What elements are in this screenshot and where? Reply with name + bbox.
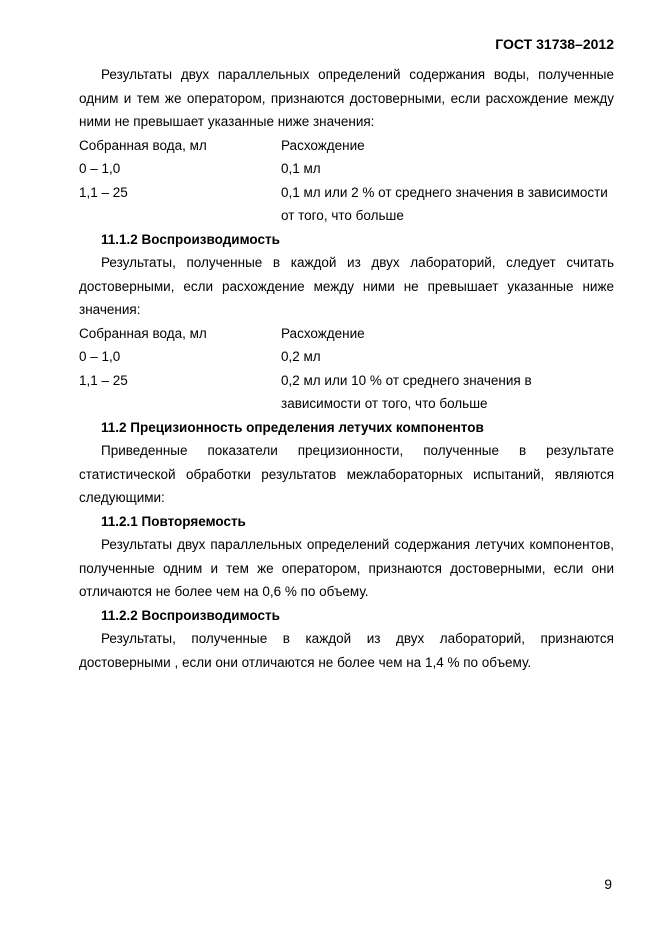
table-cell-range: 0 – 1,0 <box>79 161 121 176</box>
table-cell-discrepancy: 0,1 мл или 2 % от среднего значения в зависимости от того, что больше <box>281 184 608 223</box>
page-content <box>79 63 614 674</box>
table-cell-discrepancy: 0,1 мл <box>281 161 321 176</box>
heading-11-2-1: 11.2.1 Повторяемость <box>101 513 246 529</box>
table-row <box>79 345 614 369</box>
table-cell-range: 0 – 1,0 <box>79 349 121 364</box>
paragraph-11-1-2: Результаты, полученные в каждой из двух лабораторий, следует считать достоверными, если расхождение между ними не превышает указанные ниже значения: <box>79 255 614 317</box>
heading-11-2-2: 11.2.2 Воспроизводимость <box>101 607 280 623</box>
column-header-collected-water: Собранная вода, мл <box>79 325 207 341</box>
table-header-row <box>79 322 614 346</box>
paragraph-11-2-2: Результаты, полученные в каждой из двух лабораторий, признаются достоверными , если они отличаются не более чем на 1,4 % по объему. <box>79 631 614 670</box>
table-row <box>79 181 614 228</box>
paragraph-11-2: Приведенные показатели прецизионности, полученные в результате статистической обработки результатов межлабораторных испытаний, являются следующими: <box>79 443 614 505</box>
table-cell-range: 1,1 – 25 <box>79 184 128 200</box>
standard-header: ГОСТ 31738–2012 <box>495 36 614 52</box>
table-row <box>79 369 614 416</box>
heading-11-1-2: 11.1.2 Воспроизводимость <box>101 231 280 247</box>
table-11-1-1 <box>79 134 614 228</box>
table-row <box>79 157 614 181</box>
paragraph-11-2-1: Результаты двух параллельных определений содержания летучих компонентов, полученные одним и тем же оператором, признаются достоверными, если они отличаются не более чем на 0,6 % по объему. <box>79 537 614 599</box>
table-11-1-2 <box>79 322 614 416</box>
page-number: 9 <box>604 876 612 892</box>
column-header-discrepancy: Расхождение <box>281 137 365 153</box>
table-cell-discrepancy: 0,2 мл <box>281 349 321 364</box>
table-header-row <box>79 134 614 158</box>
paragraph-11-1-1: Результаты двух параллельных определений содержания воды, полученные одним и тем же оператором, признаются достоверными, если расхождение между ними не превышает указанные ниже значения: <box>79 67 614 129</box>
column-header-discrepancy: Расхождение <box>281 325 365 341</box>
table-cell-discrepancy: 0,2 мл или 10 % от среднего значения в зависимости от того, что больше <box>281 372 532 411</box>
heading-11-2: 11.2 Прецизионность определения летучих компонентов <box>101 419 484 435</box>
table-cell-range: 1,1 – 25 <box>79 372 128 388</box>
column-header-collected-water: Собранная вода, мл <box>79 137 207 153</box>
